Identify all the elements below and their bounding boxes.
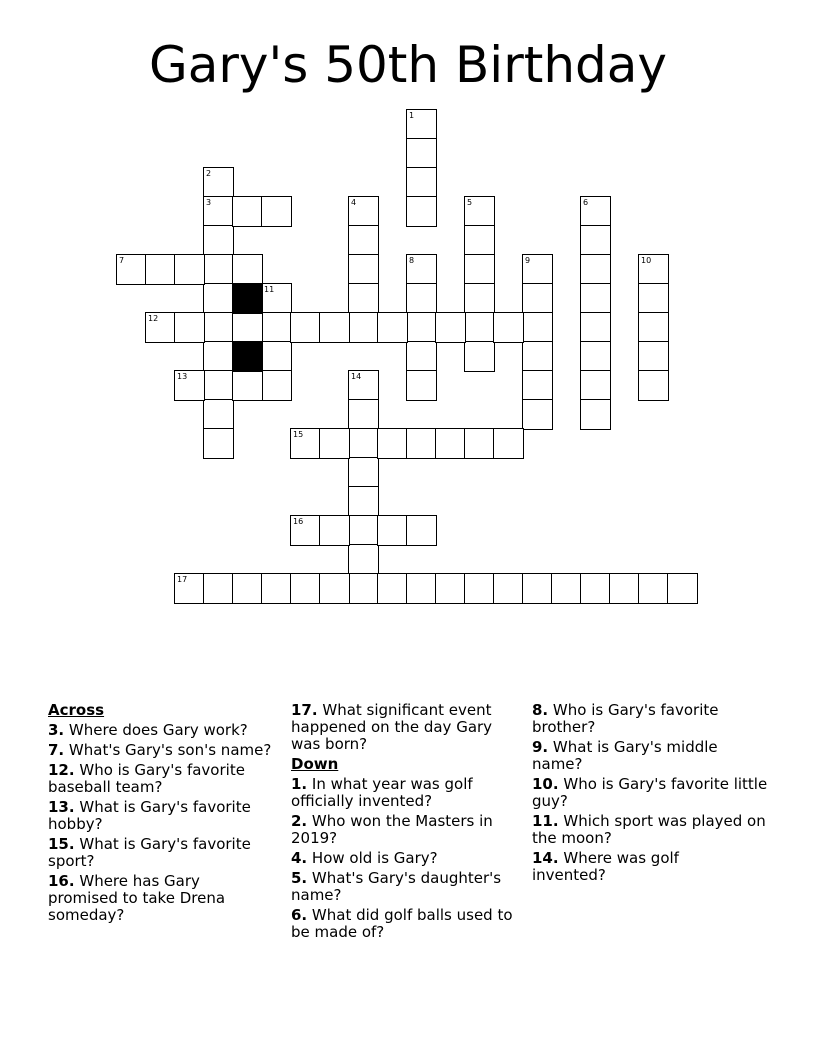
grid-cell[interactable] <box>232 312 263 343</box>
grid-cell[interactable] <box>232 370 263 401</box>
clue-down-2 <box>291 813 516 847</box>
grid-cell[interactable] <box>638 573 669 604</box>
grid-cell[interactable] <box>174 312 205 343</box>
grid-cell[interactable] <box>580 399 611 430</box>
grid-cell[interactable] <box>638 341 669 372</box>
grid-cell[interactable] <box>464 341 495 372</box>
page-title: Gary's 50th Birthday <box>148 36 668 94</box>
cell-number: 5 <box>467 198 473 207</box>
grid-cell[interactable] <box>406 283 437 314</box>
grid-cell[interactable] <box>348 312 379 343</box>
grid-cell[interactable] <box>377 515 408 546</box>
grid-cell[interactable] <box>406 515 437 546</box>
cell-number: 14 <box>351 372 362 381</box>
grid-cell[interactable] <box>348 428 379 459</box>
clue-across-15 <box>48 836 283 870</box>
grid-cell[interactable] <box>580 225 611 256</box>
clue-text: Who is Gary's favorite little guy? <box>532 775 768 810</box>
black-cell <box>232 283 263 314</box>
clue-text: What did golf balls used to be made of? <box>291 906 513 941</box>
clue-across-7 <box>48 742 283 759</box>
clue-across-13 <box>48 799 283 833</box>
grid-cell[interactable] <box>203 312 234 343</box>
grid-cell[interactable] <box>464 312 495 343</box>
clue-number: 4. <box>291 849 308 867</box>
grid-cell[interactable] <box>348 544 379 575</box>
grid-cell[interactable] <box>522 312 553 343</box>
clue-number: 9. <box>532 738 549 756</box>
grid-cell[interactable] <box>348 573 379 604</box>
grid-cell[interactable] <box>174 254 205 285</box>
grid-cell[interactable] <box>406 312 437 343</box>
clue-number: 13. <box>48 798 75 816</box>
clue-down-5 <box>291 870 516 904</box>
grid-cell[interactable] <box>406 138 437 169</box>
clue-text: In what year was golf officially invented? <box>291 775 473 810</box>
cell-number: 2 <box>206 169 212 178</box>
clue-down-6 <box>291 907 516 941</box>
cell-number: 8 <box>409 256 415 265</box>
clue-number: 10. <box>532 775 559 793</box>
cell-number: 6 <box>583 198 589 207</box>
grid-cell[interactable] <box>290 312 321 343</box>
clue-text: Which sport was played on the moon? <box>532 812 766 847</box>
clue-across-16 <box>48 873 248 924</box>
grid-cell[interactable] <box>406 370 437 401</box>
grid-cell[interactable] <box>319 428 350 459</box>
clue-number: 14. <box>532 849 559 867</box>
grid-cell[interactable] <box>203 283 234 314</box>
grid-cell[interactable] <box>580 283 611 314</box>
grid-cell[interactable] <box>522 283 553 314</box>
cell-number: 4 <box>351 198 357 207</box>
grid-cell[interactable] <box>203 370 234 401</box>
grid-cell[interactable] <box>406 428 437 459</box>
clue-text: Who is Gary's favorite baseball team? <box>48 761 245 796</box>
cell-number: 13 <box>177 372 188 381</box>
grid-cell[interactable] <box>667 573 698 604</box>
grid-cell[interactable] <box>319 515 350 546</box>
clue-number: 15. <box>48 835 75 853</box>
grid-cell[interactable] <box>464 225 495 256</box>
grid-cell[interactable] <box>638 370 669 401</box>
cell-number: 3 <box>206 198 212 207</box>
cell-number: 12 <box>148 314 159 323</box>
cell-number: 10 <box>641 256 652 265</box>
grid-cell[interactable] <box>580 254 611 285</box>
grid-cell[interactable] <box>203 428 234 459</box>
black-cell <box>232 341 263 372</box>
grid-cell[interactable] <box>522 341 553 372</box>
grid-cell[interactable] <box>580 341 611 372</box>
grid-cell[interactable] <box>580 573 611 604</box>
clue-text: What is Gary's favorite hobby? <box>48 798 251 833</box>
clues-column-2 <box>291 702 516 944</box>
grid-cell[interactable] <box>348 399 379 430</box>
grid-cell[interactable] <box>493 428 524 459</box>
grid-cell[interactable] <box>348 283 379 314</box>
clue-text: Where was golf invented? <box>532 849 679 884</box>
grid-cell[interactable] <box>261 341 292 372</box>
grid-cell[interactable] <box>435 312 466 343</box>
grid-cell[interactable] <box>203 254 234 285</box>
grid-cell[interactable] <box>261 312 292 343</box>
grid-cell[interactable] <box>145 254 176 285</box>
clue-down-1 <box>291 776 491 810</box>
grid-cell[interactable] <box>261 573 292 604</box>
clue-text: Who won the Masters in 2019? <box>291 812 493 847</box>
grid-cell[interactable] <box>203 399 234 430</box>
grid-cell[interactable] <box>464 283 495 314</box>
grid-cell[interactable] <box>232 196 263 227</box>
grid-cell[interactable] <box>232 254 263 285</box>
grid-cell[interactable] <box>348 486 379 517</box>
grid-cell[interactable] <box>319 573 350 604</box>
grid-cell[interactable] <box>348 457 379 488</box>
cell-number: 1 <box>409 111 415 120</box>
crossword-grid <box>117 110 707 610</box>
grid-cell[interactable] <box>290 573 321 604</box>
cell-number: 7 <box>119 256 125 265</box>
grid-cell[interactable] <box>203 341 234 372</box>
clue-text: What significant event happened on the day Gary was born? <box>291 701 493 753</box>
grid-cell[interactable] <box>348 254 379 285</box>
clue-text: Where does Gary work? <box>68 721 248 739</box>
clue-number: 3. <box>48 721 65 739</box>
clue-number: 16. <box>48 872 75 890</box>
grid-cell[interactable] <box>609 573 640 604</box>
grid-cell[interactable] <box>348 225 379 256</box>
cell-number: 9 <box>525 256 531 265</box>
clue-text: What's Gary's son's name? <box>68 741 272 759</box>
clue-number: 7. <box>48 741 65 759</box>
grid-cell[interactable] <box>377 428 408 459</box>
grid-cell[interactable] <box>203 225 234 256</box>
grid-cell[interactable] <box>377 312 408 343</box>
clue-text: What is Gary's favorite sport? <box>48 835 251 870</box>
clue-down-11 <box>532 813 772 847</box>
clues-column-3 <box>532 702 772 887</box>
grid-cell[interactable] <box>464 428 495 459</box>
grid-cell[interactable] <box>203 573 234 604</box>
grid-cell[interactable] <box>638 283 669 314</box>
grid-cell[interactable] <box>406 573 437 604</box>
grid-cell[interactable] <box>406 196 437 227</box>
grid-cell[interactable] <box>232 573 263 604</box>
clue-text: How old is Gary? <box>311 849 438 867</box>
grid-cell[interactable] <box>377 573 408 604</box>
clue-across-3 <box>48 722 283 739</box>
grid-cell[interactable] <box>261 370 292 401</box>
cell-number: 11 <box>264 285 275 294</box>
across-heading: Across <box>48 701 105 719</box>
clue-text: Where has Gary promised to take Drena someday? <box>48 872 226 924</box>
clue-number: 8. <box>532 701 549 719</box>
grid-cell[interactable] <box>551 573 582 604</box>
clue-text: Who is Gary's favorite brother? <box>532 701 719 736</box>
grid-cell[interactable] <box>261 196 292 227</box>
grid-cell[interactable] <box>464 573 495 604</box>
clue-down-4 <box>291 850 516 867</box>
clues-column-1 <box>48 702 283 927</box>
clue-number: 11. <box>532 812 559 830</box>
clue-down-9 <box>532 739 772 773</box>
grid-cell[interactable] <box>580 312 611 343</box>
clue-down-10 <box>532 776 772 810</box>
grid-cell[interactable] <box>435 573 466 604</box>
clue-number: 2. <box>291 812 308 830</box>
clue-text: What's Gary's daughter's name? <box>291 869 502 904</box>
grid-cell[interactable] <box>580 370 611 401</box>
grid-cell[interactable] <box>522 370 553 401</box>
grid-cell[interactable] <box>493 312 524 343</box>
cell-number: 16 <box>293 517 304 526</box>
grid-cell[interactable] <box>522 399 553 430</box>
clue-across-17 <box>291 702 506 753</box>
grid-cell[interactable] <box>638 312 669 343</box>
clue-number: 5. <box>291 869 308 887</box>
cell-number: 17 <box>177 575 188 584</box>
clue-down-14 <box>532 850 702 884</box>
grid-cell[interactable] <box>493 573 524 604</box>
clue-number: 12. <box>48 761 75 779</box>
clue-number: 6. <box>291 906 308 924</box>
grid-cell[interactable] <box>522 573 553 604</box>
grid-cell[interactable] <box>435 428 466 459</box>
down-heading: Down <box>291 755 339 773</box>
clue-down-8 <box>532 702 772 736</box>
grid-cell[interactable] <box>348 515 379 546</box>
grid-cell[interactable] <box>319 312 350 343</box>
grid-cell[interactable] <box>406 167 437 198</box>
grid-cell[interactable] <box>406 341 437 372</box>
clue-text: What is Gary's middle name? <box>532 738 718 773</box>
grid-cell[interactable] <box>464 254 495 285</box>
clue-number: 1. <box>291 775 308 793</box>
clue-across-12 <box>48 762 283 796</box>
cell-number: 15 <box>293 430 304 439</box>
clue-number: 17. <box>291 701 318 719</box>
